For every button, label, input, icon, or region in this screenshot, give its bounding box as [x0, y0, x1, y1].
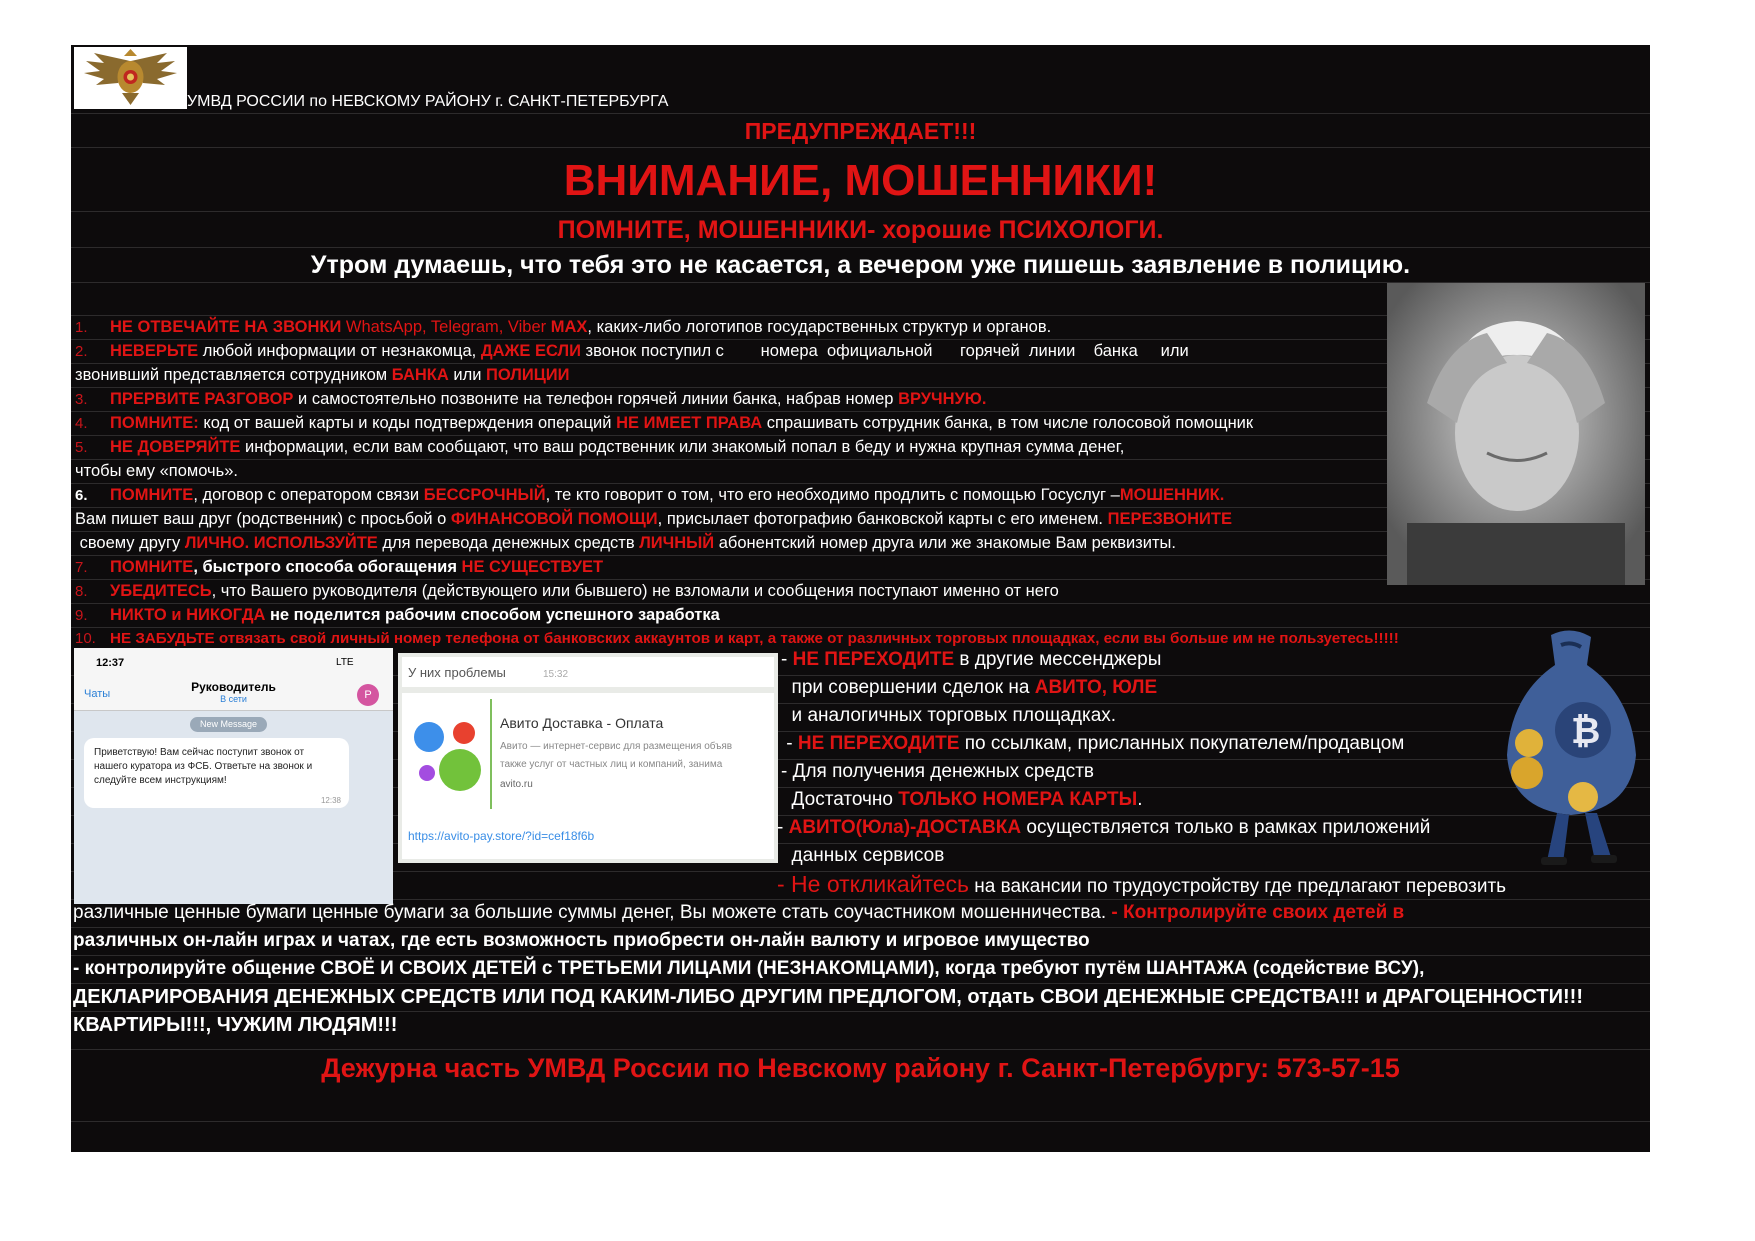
- rule-9: 9. НИКТО и НИКОГДА не поделится рабочим способом успешного заработка: [75, 606, 720, 624]
- new-message-badge: New Message: [190, 717, 267, 732]
- status-time: 12:37: [96, 657, 125, 669]
- chat-contact-name: Руководитель: [191, 680, 276, 694]
- status-network: LTE: [336, 657, 354, 668]
- chat-header-text: У них проблемы: [408, 665, 506, 680]
- chat-message-time: 12:38: [320, 796, 341, 805]
- bottom-line-2: различных он-лайн играх и чатах, где есть возможность приобрести он-лайн валюту и игровое имущество: [73, 930, 1090, 951]
- page-title: ВНИМАНИЕ, МОШЕННИКИ!: [563, 156, 1158, 205]
- link-card-description: Авито — интернет-сервис для размещения объяв: [500, 741, 733, 752]
- tip-links: - НЕ ПЕРЕХОДИТЕ по ссылкам, присланных покупателем/продавцом: [781, 733, 1405, 754]
- department-name: УМВД РОССИИ по НЕВСКОМУ РАЙОНУ г. САНКТ-ПЕТЕРБУРГА: [187, 93, 669, 110]
- poster: [71, 45, 1650, 1152]
- rule-6-continued: Вам пишет ваш друг (родственник) с просьбой о ФИНАНСОВОЙ ПОМОЩИ, присылает фотографию банковской карты с его именем. ПЕРЕЗВОНИТЕ: [75, 510, 1233, 528]
- police-emblem: [74, 47, 187, 109]
- rule-6: 6. ПОМНИТЕ, договор с оператором связи БЕССРОЧНЫЙ, те кто говорит о том, что его необходимо продлить с помощью Госуслуг –МОШЕННИК.: [75, 486, 1225, 504]
- rule-5-continued: чтобы ему «помочь».: [75, 462, 238, 480]
- tip-messengers: - НЕ ПЕРЕХОДИТЕ в другие мессенджеры: [781, 649, 1162, 670]
- tip-messengers-2: при совершении сделок на АВИТО, ЮЛЕ: [781, 677, 1158, 698]
- chat-header-time: 15:32: [543, 669, 569, 680]
- chat-screenshot: [74, 648, 393, 904]
- rule-7: 7. ПОМНИТЕ, быстрого способа обогащения НЕ СУЩЕСТВУЕТ: [75, 558, 604, 576]
- bottom-line-5: КВАРТИРЫ!!!, ЧУЖИМ ЛЮДЯМ!!!: [73, 1014, 398, 1036]
- duty-phone-line: Дежурна часть УМВД России по Невскому району г. Санкт-Петербургу: 573-57-15: [321, 1053, 1400, 1083]
- bottom-line-4: ДЕКЛАРИРОВАНИЯ ДЕНЕЖНЫХ СРЕДСТВ ИЛИ ПОД КАКИМ-ЛИБО ДРУГИМ ПРЕДЛОГОМ, отдать СВОИ ДЕНЕЖНЫЕ СРЕДСТВА!!! и ДРАГОЦЕННОСТИ!!!: [73, 986, 1583, 1008]
- rule-3: 3. ПРЕРВИТЕ РАЗГОВОР и самостоятельно позвоните на телефон горячей линии банка, набрав номер ВРУЧНУЮ.: [75, 390, 987, 408]
- bitcoin-moneybag-illustration: [1491, 625, 1650, 868]
- chat-contact-status: В сети: [220, 694, 247, 704]
- rule-8: 8. УБЕДИТЕСЬ, что Вашего руководителя (действующего или бывшего) не взломали и сообщения поступают именно от него: [75, 582, 1059, 600]
- rule-1: 1. НЕ ОТВЕЧАЙТЕ НА ЗВОНКИ WhatsApp, Telegram, Viber MAX, каких-либо логотипов государственных структур и органов.: [75, 318, 1052, 336]
- phishing-link[interactable]: https://avito-pay.store/?id=cef18f6b: [408, 829, 595, 843]
- avito-logo: [412, 715, 482, 795]
- link-card-description-2: также услуг от частных лиц и компаний, занима: [500, 759, 723, 770]
- bottom-line-3: - контролируйте общение СВОЁ И СВОИХ ДЕТЕЙ с ТРЕТЬЕМИ ЛИЦАМИ (НЕЗНАКОМЦАМИ), когда требуют путём ШАНТАЖА (содействие ВСУ),: [73, 958, 1425, 979]
- tip-card-number-2: Достаточно ТОЛЬКО НОМЕРА КАРТЫ.: [781, 789, 1143, 810]
- tip-messengers-3: и аналогичных торговых площадках.: [781, 705, 1117, 726]
- subtitle: ПОМНИТЕ, МОШЕННИКИ- хорошие ПСИХОЛОГИ.: [557, 216, 1164, 244]
- rule-2: 2. НЕВЕРЬТЕ любой информации от незнакомца, ДАЖЕ ЕСЛИ звонок поступил с номера официальной горячей линии банка или: [75, 342, 1189, 360]
- link-card-title: Авито Доставка - Оплата: [500, 715, 664, 731]
- avito-link-screenshot: [398, 653, 778, 863]
- rule-2-continued: звонивший представляется сотрудником БАНКА или ПОЛИЦИИ: [75, 366, 570, 384]
- tagline: Утром думаешь, что тебя это не касается, а вечером уже пишешь заявление в полицию.: [310, 251, 1411, 279]
- avatar: Р: [357, 684, 379, 706]
- tip-card-number: - Для получения денежных средств: [781, 761, 1095, 782]
- tip-avito-delivery: - АВИТО(Юла)-ДОСТАВКА осуществляется только в рамках приложений: [777, 817, 1431, 838]
- rule-5: 5. НЕ ДОВЕРЯЙТЕ информации, если вам сообщают, что ваш родственник или знакомый попал в беду и нужна крупная сумма денег,: [75, 438, 1125, 456]
- chat-message-bubble: [84, 738, 349, 808]
- link-card-domain: avito.ru: [500, 779, 533, 790]
- svg-text:₿: ₿: [1571, 711, 1601, 752]
- rule-6-continued-2: своему другу ЛИЧНО. ИСПОЛЬЗУЙТЕ для перевода денежных средств ЛИЧНЫЙ абонентский номер друга или же знакомые Вам реквизиты.: [75, 534, 1176, 552]
- rule-4: 4. ПОМНИТЕ: код от вашей карты и коды подтверждения операций НЕ ИМЕЕТ ПРАВА спрашивать сотрудник банка, в том числе голосовой помощник: [75, 414, 1254, 432]
- back-link[interactable]: Чаты: [84, 688, 111, 700]
- chat-message-text: Приветствую! Вам сейчас поступит звонок от нашего куратора из ФСБ. Ответьте на звонок и следуйте всем инструкциям!: [94, 747, 313, 786]
- distressed-woman-photo: [1387, 283, 1645, 585]
- warns-heading: ПРЕДУПРЕЖДАЕТ!!!: [744, 118, 977, 144]
- rule-10: 10. НЕ ЗАБУДЬТЕ отвязать свой личный номер телефона от банковских аккаунтов и карт, а также от различных торговых площадках, если вы больше им не пользуетесь!!!!!: [75, 630, 1399, 647]
- tip-avito-delivery-2: данных сервисов: [781, 845, 945, 866]
- bottom-line-1: различные ценные бумаги ценные бумаги за большие суммы денег, Вы можете стать соучастником мошенничества. - Контролируйте своих детей в: [73, 902, 1405, 923]
- tip-vacancies: - Не откликайтесь на вакансии по трудоустройству где предлагают перевозить: [777, 871, 1507, 897]
